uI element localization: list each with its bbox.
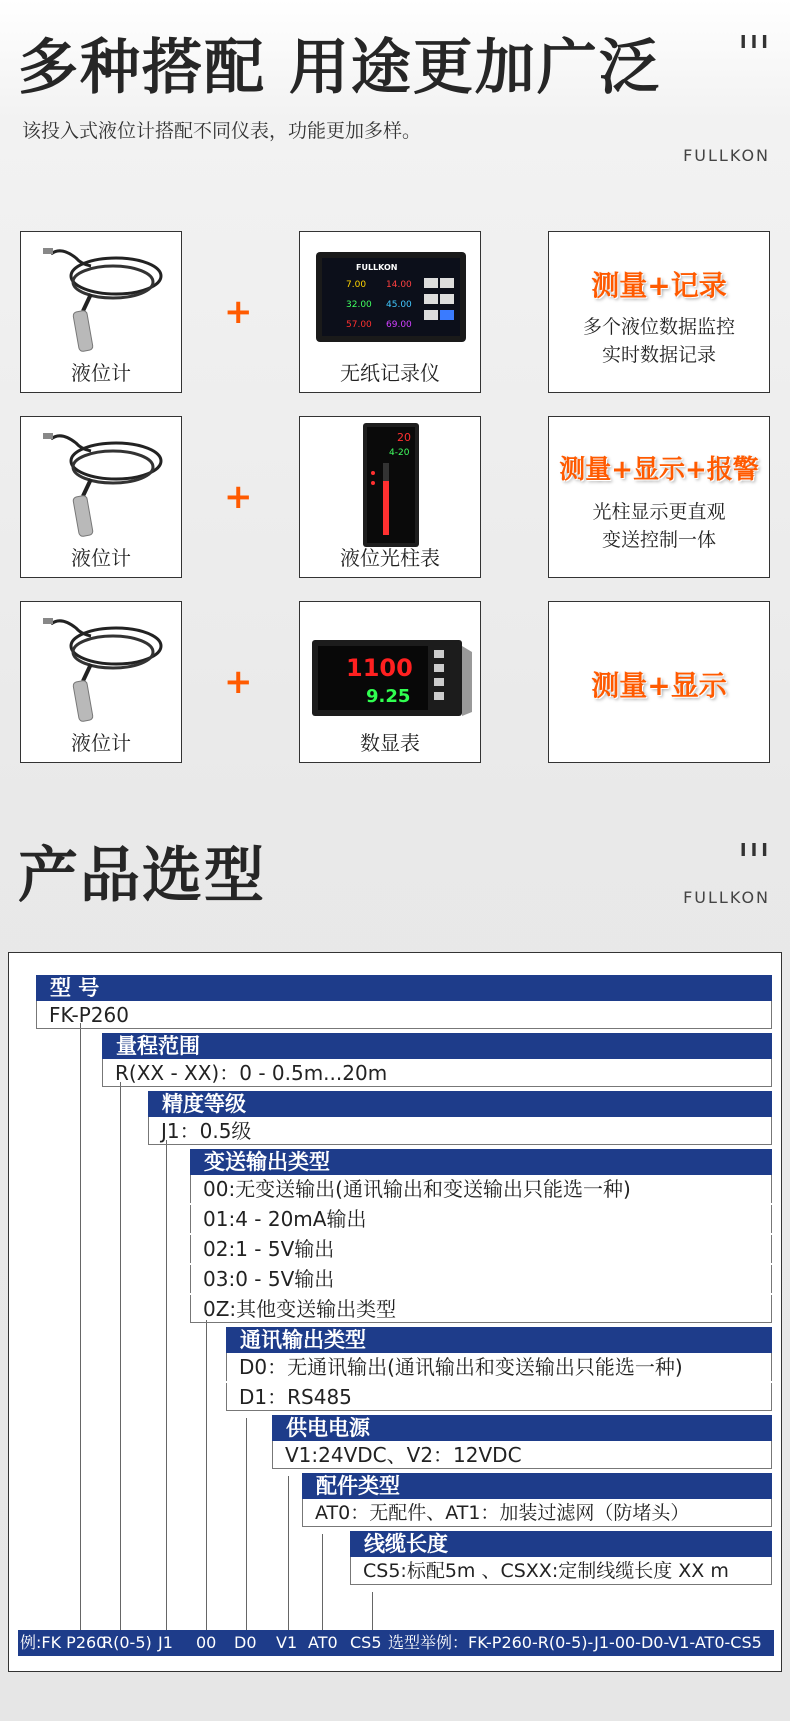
promo-card-record	[548, 231, 770, 393]
connector-line	[120, 1082, 121, 1630]
digital-display-meter-image	[312, 640, 472, 720]
reading-4: 45.00	[386, 300, 412, 310]
bargraph-card	[299, 416, 481, 578]
accuracy-header: 精度等级	[148, 1091, 772, 1117]
connector-line	[166, 1140, 167, 1630]
bargraph-label: 液位光柱表	[340, 546, 440, 570]
connector-line	[372, 1592, 373, 1630]
recorder-card	[299, 231, 481, 393]
accessory-header: 配件类型	[302, 1473, 772, 1499]
cable-value: CS5:标配5m 、CSXX:定制线缆长度 XX m	[350, 1557, 772, 1585]
comm-option: D0：无通讯输出(通讯输出和变送输出只能选一种)	[226, 1353, 772, 1381]
connector-line	[80, 1023, 81, 1630]
comm-header: 通讯输出类型	[226, 1327, 772, 1353]
sensor-label: 液位计	[71, 361, 131, 385]
plus-sign: +	[224, 662, 253, 702]
power-header: 供电电源	[272, 1415, 772, 1441]
level-bargraph-image	[361, 423, 421, 549]
sensor-label: 液位计	[71, 731, 131, 755]
recorder-label: 无纸记录仪	[340, 361, 440, 385]
digital-meter-label: 数显表	[360, 731, 420, 755]
meter-main-reading: 1100	[346, 654, 413, 682]
connector-line	[246, 1418, 247, 1630]
output-header: 变送输出类型	[190, 1149, 772, 1175]
level-sensor-image	[21, 606, 181, 726]
reading-1: 7.00	[346, 280, 367, 290]
example-code: 00	[196, 1633, 217, 1652]
model-header: 型 号	[36, 975, 772, 1001]
promo-card-display	[548, 601, 770, 763]
plus-sign: +	[224, 292, 253, 332]
promo-line: 光柱显示更直观	[592, 501, 726, 523]
example-code: CS5	[350, 1633, 382, 1652]
plus-sign: +	[224, 477, 253, 517]
power-value: V1:24VDC、V2：12VDC	[272, 1441, 772, 1469]
promo-card-alarm	[548, 416, 770, 578]
sensor-card	[20, 231, 182, 393]
connector-line	[206, 1320, 207, 1630]
brand-marks: III	[739, 840, 772, 861]
promo-title: 测量+显示	[591, 669, 727, 702]
example-code: J1	[158, 1633, 173, 1652]
output-option: 0Z:其他变送输出类型	[190, 1295, 772, 1323]
digital-meter-card	[299, 601, 481, 763]
model-value: FK-P260	[36, 1001, 772, 1029]
bargraph-value: 20	[397, 431, 411, 444]
paperless-recorder-image	[316, 252, 466, 352]
example-code: D0	[234, 1633, 257, 1652]
selection-example-bar	[18, 1630, 774, 1656]
range-value: R(XX - XX)：0 - 0.5m...20m	[102, 1059, 772, 1087]
example-label: 选型举例：FK-P260-R(0-5)-J1-00-D0-V1-AT0-CS5	[388, 1633, 762, 1652]
promo-title: 测量+记录	[591, 269, 727, 302]
accuracy-value: J1：0.5级	[148, 1117, 772, 1145]
sensor-card	[20, 601, 182, 763]
accessory-value: AT0：无配件、AT1：加装过滤网（防堵头）	[302, 1499, 772, 1527]
recorder-brand: FULLKON	[356, 263, 398, 272]
comm-option: D1：RS485	[226, 1383, 772, 1411]
reading-6: 69.00	[386, 320, 412, 330]
promo-line: 多个液位数据监控	[582, 316, 735, 338]
reading-5: 57.00	[346, 320, 372, 330]
promo-line: 变送控制一体	[601, 529, 716, 551]
section-title-combos: 多种搭配 用途更加广泛	[18, 33, 661, 103]
brand-name: FULLKON	[683, 146, 770, 165]
output-option: 02:1 - 5V输出	[190, 1235, 772, 1263]
bargraph-range: 4-20	[389, 448, 410, 458]
output-option: 00:无变送输出(通讯输出和变送输出只能选一种)	[190, 1175, 772, 1203]
sensor-card	[20, 416, 182, 578]
reading-3: 32.00	[346, 300, 372, 310]
connector-line	[288, 1476, 289, 1630]
section-subtitle: 该投入式液位计搭配不同仪表，功能更加多样。	[22, 120, 422, 142]
reading-2: 14.00	[386, 280, 412, 290]
brand-name: FULLKON	[683, 888, 770, 907]
promo-title: 测量+显示+报警	[559, 455, 759, 485]
sensor-label: 液位计	[71, 546, 131, 570]
level-sensor-image	[21, 421, 181, 541]
example-code: AT0	[308, 1633, 338, 1652]
output-option: 03:0 - 5V输出	[190, 1265, 772, 1293]
brand-marks: III	[739, 32, 772, 53]
output-option: 01:4 - 20mA输出	[190, 1205, 772, 1233]
meter-sub-reading: 9.25	[366, 686, 411, 707]
example-code: 例:FK P260	[20, 1633, 107, 1652]
promo-line: 实时数据记录	[601, 344, 716, 366]
range-header: 量程范围	[102, 1033, 772, 1059]
example-code: V1	[276, 1633, 298, 1652]
example-code: R(0-5)	[102, 1633, 152, 1652]
level-sensor-image	[21, 236, 181, 356]
section-title-selection: 产品选型	[18, 841, 266, 911]
cable-header: 线缆长度	[350, 1531, 772, 1557]
connector-line	[322, 1534, 323, 1630]
